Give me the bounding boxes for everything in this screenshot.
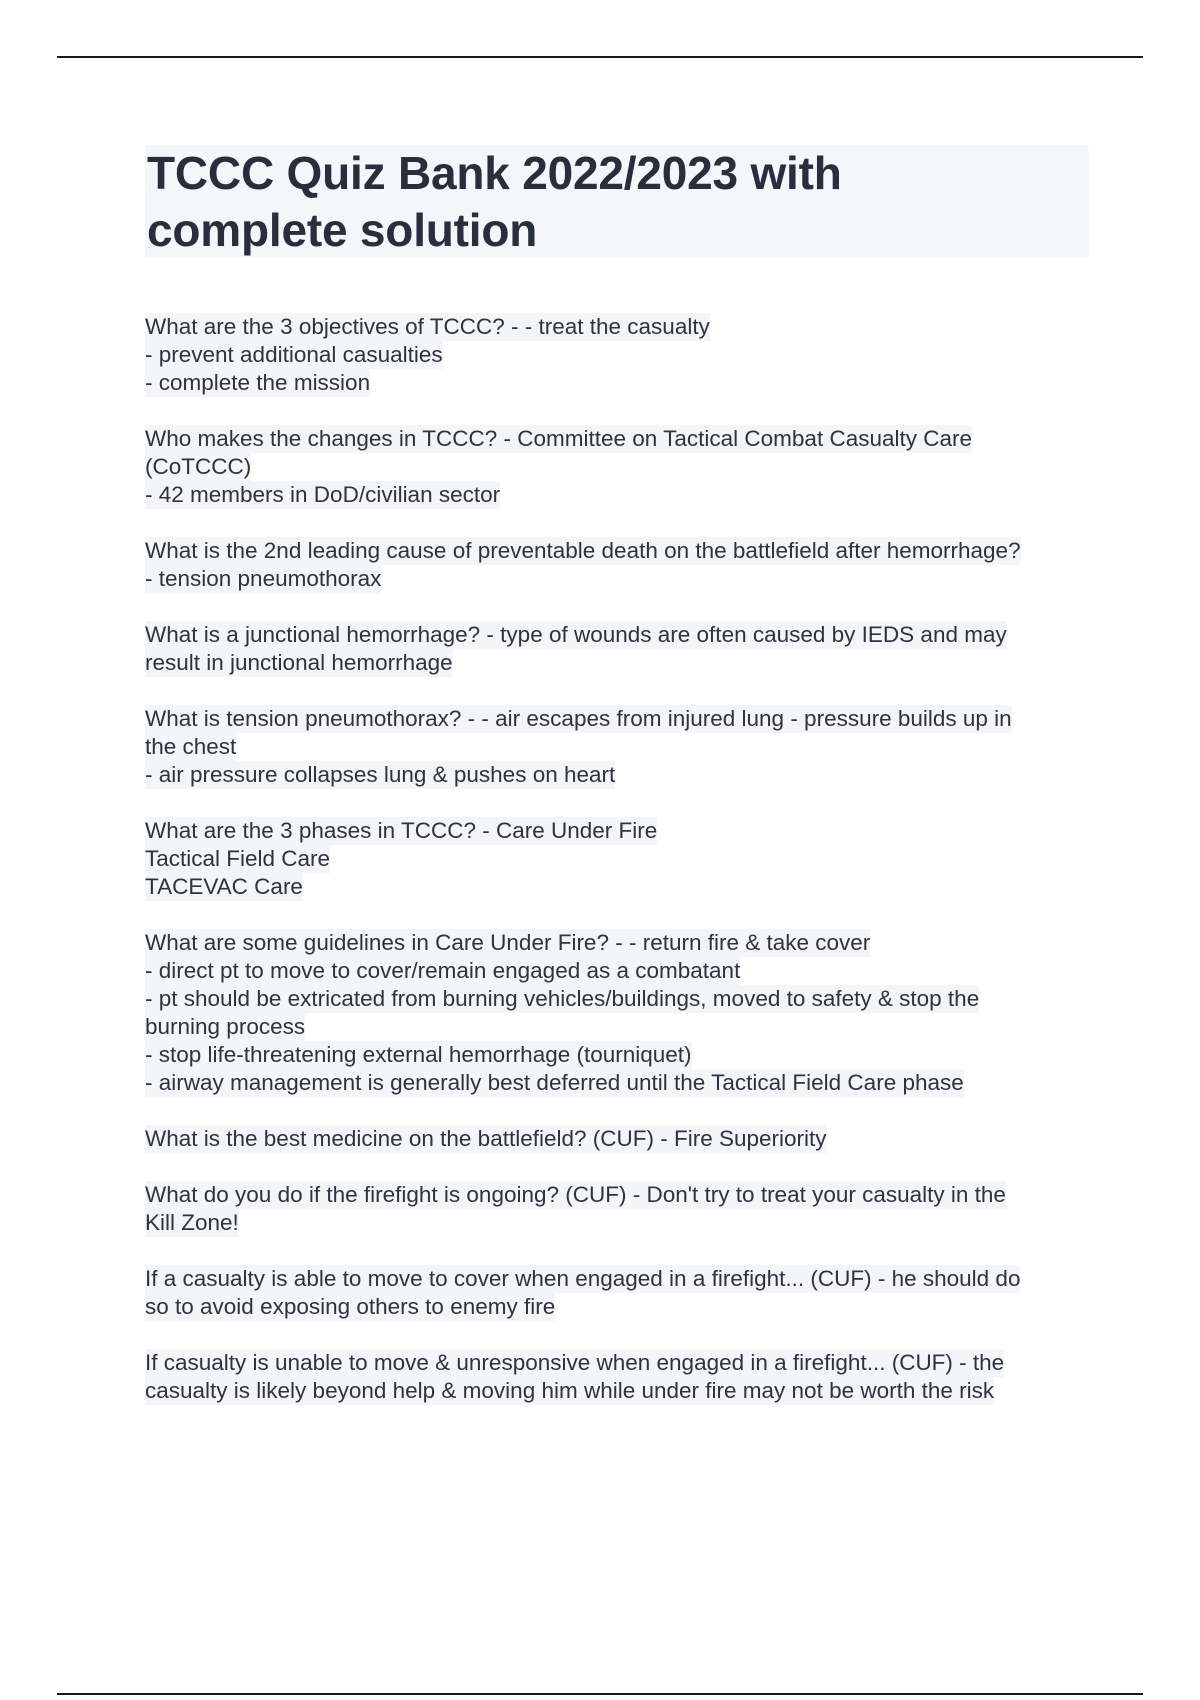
qa-item: [145, 1265, 1089, 1321]
qa-item: [145, 1125, 1089, 1153]
header-rule: [57, 56, 1143, 58]
qa-line-wrap: [145, 957, 1089, 985]
qa-item: [145, 313, 1089, 397]
qa-text-line: the chest: [145, 734, 237, 759]
qa-line-wrap: [145, 341, 1089, 369]
qa-line-wrap: [145, 929, 1089, 957]
qa-text-line: - direct pt to move to cover/remain engaged as a combatant: [145, 958, 741, 983]
title-line-2: complete solution: [147, 204, 538, 256]
qa-text-line: burning process: [145, 1014, 306, 1039]
qa-list: [145, 313, 1089, 1433]
qa-item: [145, 1349, 1089, 1405]
qa-text-line: - 42 members in DoD/civilian sector: [145, 482, 501, 507]
qa-item: [145, 1181, 1089, 1237]
qa-line-wrap: [145, 313, 1089, 341]
qa-text-line: result in junctional hemorrhage: [145, 650, 453, 675]
qa-item: [145, 929, 1089, 1097]
qa-text-line: - air pressure collapses lung & pushes on heart: [145, 762, 616, 787]
qa-item: [145, 817, 1089, 901]
document-title: [147, 145, 842, 259]
qa-text-line: What is the best medicine on the battlefield? (CUF) - Fire Superiority: [145, 1126, 827, 1151]
qa-line-wrap: [145, 845, 1089, 873]
qa-line-wrap: [145, 1013, 1089, 1041]
qa-item: [145, 621, 1089, 677]
qa-text-line: Tactical Field Care: [145, 846, 331, 871]
qa-text-line: so to avoid exposing others to enemy fire: [145, 1294, 556, 1319]
qa-text-line: - complete the mission: [145, 370, 371, 395]
qa-line-wrap: [145, 425, 1089, 453]
qa-text-line: If a casualty is able to move to cover when engaged in a firefight... (CUF) - he should do: [145, 1266, 1021, 1291]
qa-line-wrap: [145, 537, 1089, 565]
qa-line-wrap: [145, 1181, 1089, 1209]
qa-line-wrap: [145, 565, 1089, 593]
qa-line-wrap: [145, 1349, 1089, 1377]
qa-text-line: casualty is likely beyond help & moving him while under fire may not be worth the risk: [145, 1378, 995, 1403]
qa-line-wrap: [145, 1209, 1089, 1237]
qa-text-line: TACEVAC Care: [145, 874, 303, 899]
qa-text-line: - airway management is generally best deferred until the Tactical Field Care phase: [145, 1070, 964, 1095]
qa-line-wrap: [145, 873, 1089, 901]
qa-line-wrap: [145, 1041, 1089, 1069]
qa-item: [145, 705, 1089, 789]
qa-text-line: - tension pneumothorax: [145, 566, 382, 591]
qa-line-wrap: [145, 733, 1089, 761]
qa-text-line: - prevent additional casualties: [145, 342, 443, 367]
qa-text-line: (CoTCCC): [145, 454, 252, 479]
qa-text-line: What is a junctional hemorrhage? - type of wounds are often caused by IEDS and may: [145, 622, 1007, 647]
qa-line-wrap: [145, 1377, 1089, 1405]
qa-text-line: What do you do if the firefight is ongoing? (CUF) - Don't try to treat your casualty in the: [145, 1182, 1006, 1207]
qa-line-wrap: [145, 1293, 1089, 1321]
qa-item: [145, 537, 1089, 593]
qa-line-wrap: [145, 481, 1089, 509]
qa-line-wrap: [145, 453, 1089, 481]
title-block: [145, 145, 1089, 257]
qa-text-line: Kill Zone!: [145, 1210, 239, 1235]
qa-line-wrap: [145, 985, 1089, 1013]
qa-line-wrap: [145, 761, 1089, 789]
qa-line-wrap: [145, 705, 1089, 733]
qa-item: [145, 425, 1089, 509]
qa-line-wrap: [145, 1125, 1089, 1153]
qa-line-wrap: [145, 1265, 1089, 1293]
title-line-1: TCCC Quiz Bank 2022/2023 with: [147, 147, 842, 199]
qa-line-wrap: [145, 1069, 1089, 1097]
qa-text-line: What is the 2nd leading cause of preventable death on the battlefield after hemorrhage?: [145, 538, 1021, 563]
qa-line-wrap: [145, 649, 1089, 677]
qa-text-line: What are some guidelines in Care Under Fire? - - return fire & take cover: [145, 930, 871, 955]
qa-text-line: If casualty is unable to move & unresponsive when engaged in a firefight... (CUF) - the: [145, 1350, 1005, 1375]
qa-text-line: - stop life-threatening external hemorrhage (tourniquet): [145, 1042, 692, 1067]
qa-line-wrap: [145, 369, 1089, 397]
qa-text-line: What are the 3 phases in TCCC? - Care Under Fire: [145, 818, 658, 843]
qa-text-line: Who makes the changes in TCCC? - Committee on Tactical Combat Casualty Care: [145, 426, 973, 451]
qa-line-wrap: [145, 621, 1089, 649]
qa-text-line: - pt should be extricated from burning vehicles/buildings, moved to safety & stop the: [145, 986, 980, 1011]
qa-text-line: What is tension pneumothorax? - - air escapes from injured lung - pressure builds up in: [145, 706, 1012, 731]
qa-line-wrap: [145, 817, 1089, 845]
qa-text-line: What are the 3 objectives of TCCC? - - treat the casualty: [145, 314, 710, 339]
footer-rule: [57, 1693, 1143, 1695]
